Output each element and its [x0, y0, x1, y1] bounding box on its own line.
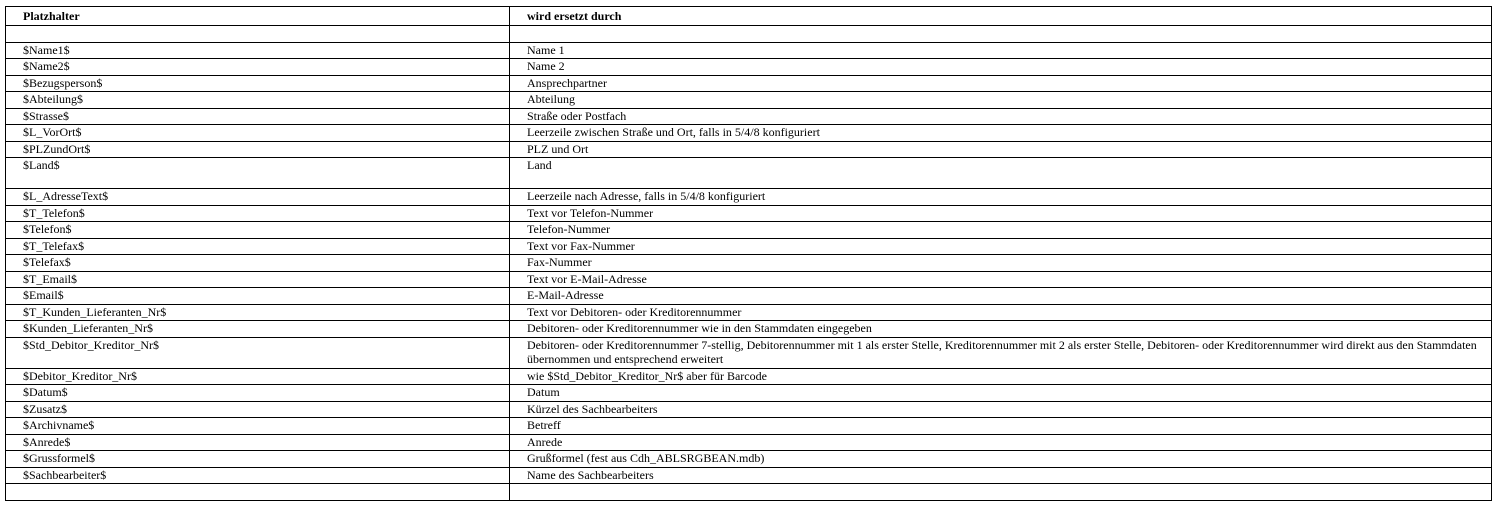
- placeholder-cell: $Strasse$: [6, 108, 510, 125]
- placeholder-cell: $L_AdresseText$: [6, 189, 510, 206]
- replacement-cell: Datum: [510, 385, 1492, 402]
- table-row: [6, 401, 1492, 418]
- replacement-cell: Betreff: [510, 418, 1492, 435]
- header-replacement: wird ersetzt durch: [510, 7, 1492, 26]
- placeholder-cell: $PLZundOrt$: [6, 141, 510, 158]
- placeholder-cell: $Datum$: [6, 385, 510, 402]
- table-row: [6, 125, 1492, 142]
- placeholder-table: [5, 6, 1492, 501]
- placeholder-cell: $Debitor_Kreditor_Nr$: [6, 368, 510, 385]
- replacement-cell: Fax-Nummer: [510, 255, 1492, 272]
- table-row: [6, 238, 1492, 255]
- table-row: [6, 418, 1492, 435]
- placeholder-cell: $T_Telefon$: [6, 205, 510, 222]
- table-row: [6, 75, 1492, 92]
- table-row: [6, 434, 1492, 451]
- table-row: [6, 451, 1492, 468]
- table-row: [6, 189, 1492, 206]
- replacement-cell: E-Mail-Adresse: [510, 288, 1492, 305]
- replacement-cell: Telefon-Nummer: [510, 222, 1492, 239]
- table-row: [6, 368, 1492, 385]
- replacement-cell: Text vor Telefon-Nummer: [510, 205, 1492, 222]
- placeholder-cell: $Archivname$: [6, 418, 510, 435]
- replacement-cell: Ansprechpartner: [510, 75, 1492, 92]
- replacement-cell: Leerzeile zwischen Straße und Ort, falls in 5/4/8 konfiguriert: [510, 125, 1492, 142]
- placeholder-cell: [6, 26, 510, 43]
- placeholder-cell: $Telefon$: [6, 222, 510, 239]
- table-row: [6, 92, 1492, 109]
- table-row: [6, 304, 1492, 321]
- replacement-cell: Name 1: [510, 42, 1492, 59]
- placeholder-cell: $T_Kunden_Lieferanten_Nr$: [6, 304, 510, 321]
- replacement-cell: PLZ und Ort: [510, 141, 1492, 158]
- table-row: [6, 42, 1492, 59]
- replacement-cell: Straße oder Postfach: [510, 108, 1492, 125]
- replacement-cell: Leerzeile nach Adresse, falls in 5/4/8 konfiguriert: [510, 189, 1492, 206]
- placeholder-cell: $Name2$: [6, 59, 510, 76]
- table-row: [6, 385, 1492, 402]
- placeholder-cell: $Zusatz$: [6, 401, 510, 418]
- table-row: [6, 321, 1492, 338]
- placeholder-cell: $Bezugsperson$: [6, 75, 510, 92]
- placeholder-cell: $Sachbearbeiter$: [6, 467, 510, 484]
- replacement-cell: wie $Std_Debitor_Kreditor_Nr$ aber für Barcode: [510, 368, 1492, 385]
- placeholder-cell: $Std_Debitor_Kreditor_Nr$: [6, 337, 510, 368]
- placeholder-cell: $L_VorOrt$: [6, 125, 510, 142]
- replacement-cell: Grußformel (fest aus Cdh_ABLSRGBEAN.mdb): [510, 451, 1492, 468]
- replacement-cell: Text vor Fax-Nummer: [510, 238, 1492, 255]
- replacement-cell: [510, 484, 1492, 501]
- table-row: [6, 467, 1492, 484]
- replacement-cell: Text vor E-Mail-Adresse: [510, 271, 1492, 288]
- replacement-cell: Land: [510, 158, 1492, 189]
- table-row: [6, 255, 1492, 272]
- table-row: [6, 271, 1492, 288]
- table-row: [6, 158, 1492, 189]
- placeholder-cell: $Email$: [6, 288, 510, 305]
- placeholder-cell: $Name1$: [6, 42, 510, 59]
- placeholder-cell: $Kunden_Lieferanten_Nr$: [6, 321, 510, 338]
- replacement-cell: Text vor Debitoren- oder Kreditorennummer: [510, 304, 1492, 321]
- placeholder-cell: $Anrede$: [6, 434, 510, 451]
- header-placeholder: Platzhalter: [6, 7, 510, 26]
- replacement-cell: Kürzel des Sachbearbeiters: [510, 401, 1492, 418]
- placeholder-cell: $T_Telefax$: [6, 238, 510, 255]
- placeholder-cell: $Abteilung$: [6, 92, 510, 109]
- replacement-cell: Name 2: [510, 59, 1492, 76]
- placeholder-cell: $T_Email$: [6, 271, 510, 288]
- table-row: [6, 222, 1492, 239]
- replacement-cell: Anrede: [510, 434, 1492, 451]
- replacement-cell: Debitoren- oder Kreditorennummer wie in den Stammdaten eingegeben: [510, 321, 1492, 338]
- table-row: [6, 337, 1492, 368]
- replacement-cell: Abteilung: [510, 92, 1492, 109]
- placeholder-cell: $Telefax$: [6, 255, 510, 272]
- replacement-cell: [510, 26, 1492, 43]
- table-row: [6, 205, 1492, 222]
- table-row: [6, 26, 1492, 43]
- placeholder-cell: [6, 484, 510, 501]
- replacement-cell: Debitoren- oder Kreditorennummer 7-stellig, Debitorennummer mit 1 als erster Stelle, Kreditorennummer mit 2 als erster Stelle, Debitoren- oder Kreditorennummer wird direkt aus den Stammdaten übernommen und entsprechend erweitert: [510, 337, 1492, 368]
- table-row: [6, 288, 1492, 305]
- replacement-cell: Name des Sachbearbeiters: [510, 467, 1492, 484]
- table-row: [6, 484, 1492, 501]
- placeholder-cell: $Land$: [6, 158, 510, 189]
- table-row: [6, 141, 1492, 158]
- table-header-row: [6, 7, 1492, 26]
- table-row: [6, 59, 1492, 76]
- placeholder-cell: $Grussformel$: [6, 451, 510, 468]
- table-row: [6, 108, 1492, 125]
